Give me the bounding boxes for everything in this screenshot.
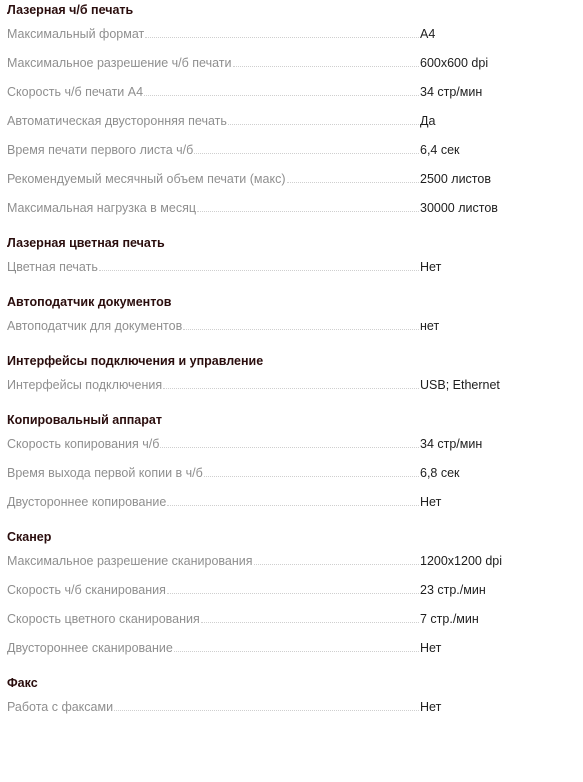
spec-section — [7, 292, 567, 341]
spec-label-wrap — [7, 20, 419, 49]
spec-value: 23 стр./мин — [420, 583, 486, 597]
spec-value: 6,8 сек — [420, 466, 460, 480]
spec-label-wrap — [7, 488, 419, 517]
spec-label: Работа с факсами — [7, 700, 114, 714]
spec-value: нет — [420, 319, 440, 333]
dotted-leader — [145, 37, 419, 38]
section-title: Автоподатчик документов — [7, 295, 172, 309]
spec-value: 7 стр./мин — [420, 612, 479, 626]
spec-label: Время печати первого листа ч/б — [7, 143, 194, 157]
spec-value: 6,4 сек — [420, 143, 460, 157]
specifications-list — [7, 0, 567, 722]
spec-rows — [7, 430, 567, 517]
section-title: Интерфейсы подключения и управление — [7, 354, 264, 368]
dotted-leader — [254, 564, 419, 565]
spec-label: Цветная печать — [7, 260, 98, 274]
dotted-leader — [167, 505, 419, 506]
section-title: Лазерная ч/б печать — [7, 3, 134, 17]
spec-label: Двустороннее копирование — [7, 495, 167, 509]
spec-label-wrap — [7, 693, 419, 722]
spec-label: Рекомендуемый месячный объем печати (макс) — [7, 172, 286, 186]
spec-section — [7, 233, 567, 282]
spec-row — [7, 78, 567, 107]
spec-label: Автоподатчик для документов — [7, 319, 183, 333]
spec-value: 1200x1200 dpi — [420, 554, 503, 568]
spec-label-wrap — [7, 371, 419, 400]
spec-value: Нет — [420, 495, 442, 509]
spec-value: Нет — [420, 700, 442, 714]
spec-row — [7, 459, 567, 488]
spec-row — [7, 634, 567, 663]
section-title: Лазерная цветная печать — [7, 236, 165, 250]
spec-label-wrap — [7, 634, 419, 663]
spec-value: A4 — [420, 27, 436, 41]
spec-label-wrap — [7, 165, 419, 194]
spec-label: Максимальное разрешение ч/б печати — [7, 56, 232, 70]
spec-row — [7, 107, 567, 136]
spec-label-wrap — [7, 49, 419, 78]
dotted-leader — [160, 447, 419, 448]
dotted-leader — [99, 270, 419, 271]
spec-label-wrap — [7, 194, 419, 223]
spec-row — [7, 20, 567, 49]
spec-row — [7, 430, 567, 459]
spec-label: Максимальное разрешение сканирования — [7, 554, 253, 568]
spec-section — [7, 410, 567, 517]
spec-row — [7, 312, 567, 341]
spec-value: Нет — [420, 641, 442, 655]
spec-label: Интерфейсы подключения — [7, 378, 163, 392]
dotted-leader — [144, 95, 419, 96]
spec-row — [7, 693, 567, 722]
dotted-leader — [183, 329, 419, 330]
spec-value: USB; Ethernet — [420, 378, 500, 392]
spec-label: Время выхода первой копии в ч/б — [7, 466, 203, 480]
spec-label: Скорость ч/б сканирования — [7, 583, 166, 597]
spec-row — [7, 49, 567, 78]
spec-value: Да — [420, 114, 436, 128]
spec-label-wrap — [7, 459, 419, 488]
spec-label-wrap — [7, 605, 419, 634]
spec-value: 34 стр/мин — [420, 437, 483, 451]
dotted-leader — [114, 710, 419, 711]
spec-rows — [7, 693, 567, 722]
dotted-leader — [233, 66, 420, 67]
spec-rows — [7, 547, 567, 663]
spec-row — [7, 253, 567, 282]
dotted-leader — [197, 211, 419, 212]
spec-rows — [7, 20, 567, 223]
spec-label-wrap — [7, 312, 419, 341]
spec-rows — [7, 312, 567, 341]
dotted-leader — [204, 476, 419, 477]
spec-section — [7, 673, 567, 722]
section-title: Факс — [7, 676, 38, 690]
dotted-leader — [287, 182, 420, 183]
spec-label: Максимальная нагрузка в месяц — [7, 201, 197, 215]
spec-label: Скорость ч/б печати A4 — [7, 85, 144, 99]
section-title: Сканер — [7, 530, 52, 544]
spec-row — [7, 576, 567, 605]
dotted-leader — [174, 651, 419, 652]
spec-label: Двустороннее сканирование — [7, 641, 173, 655]
spec-section — [7, 0, 567, 223]
spec-section — [7, 351, 567, 400]
spec-value: 30000 листов — [420, 201, 498, 215]
spec-label: Скорость копирования ч/б — [7, 437, 160, 451]
spec-label-wrap — [7, 107, 419, 136]
spec-value: 600x600 dpi — [420, 56, 489, 70]
spec-row — [7, 488, 567, 517]
spec-label-wrap — [7, 136, 419, 165]
spec-row — [7, 165, 567, 194]
spec-label-wrap — [7, 430, 419, 459]
spec-label-wrap — [7, 253, 419, 282]
spec-rows — [7, 371, 567, 400]
spec-row — [7, 371, 567, 400]
dotted-leader — [228, 124, 419, 125]
section-title: Копировальный аппарат — [7, 413, 162, 427]
spec-label: Автоматическая двусторонняя печать — [7, 114, 227, 128]
spec-rows — [7, 253, 567, 282]
dotted-leader — [163, 388, 419, 389]
spec-section — [7, 527, 567, 663]
dotted-leader — [167, 593, 419, 594]
spec-value: 34 стр/мин — [420, 85, 483, 99]
spec-label: Скорость цветного сканирования — [7, 612, 200, 626]
spec-row — [7, 605, 567, 634]
spec-row — [7, 547, 567, 576]
spec-row — [7, 136, 567, 165]
spec-label: Максимальный формат — [7, 27, 145, 41]
spec-row — [7, 194, 567, 223]
spec-value: Нет — [420, 260, 442, 274]
spec-label-wrap — [7, 576, 419, 605]
spec-label-wrap — [7, 78, 419, 107]
dotted-leader — [201, 622, 419, 623]
spec-label-wrap — [7, 547, 419, 576]
spec-value: 2500 листов — [420, 172, 491, 186]
dotted-leader — [194, 153, 419, 154]
